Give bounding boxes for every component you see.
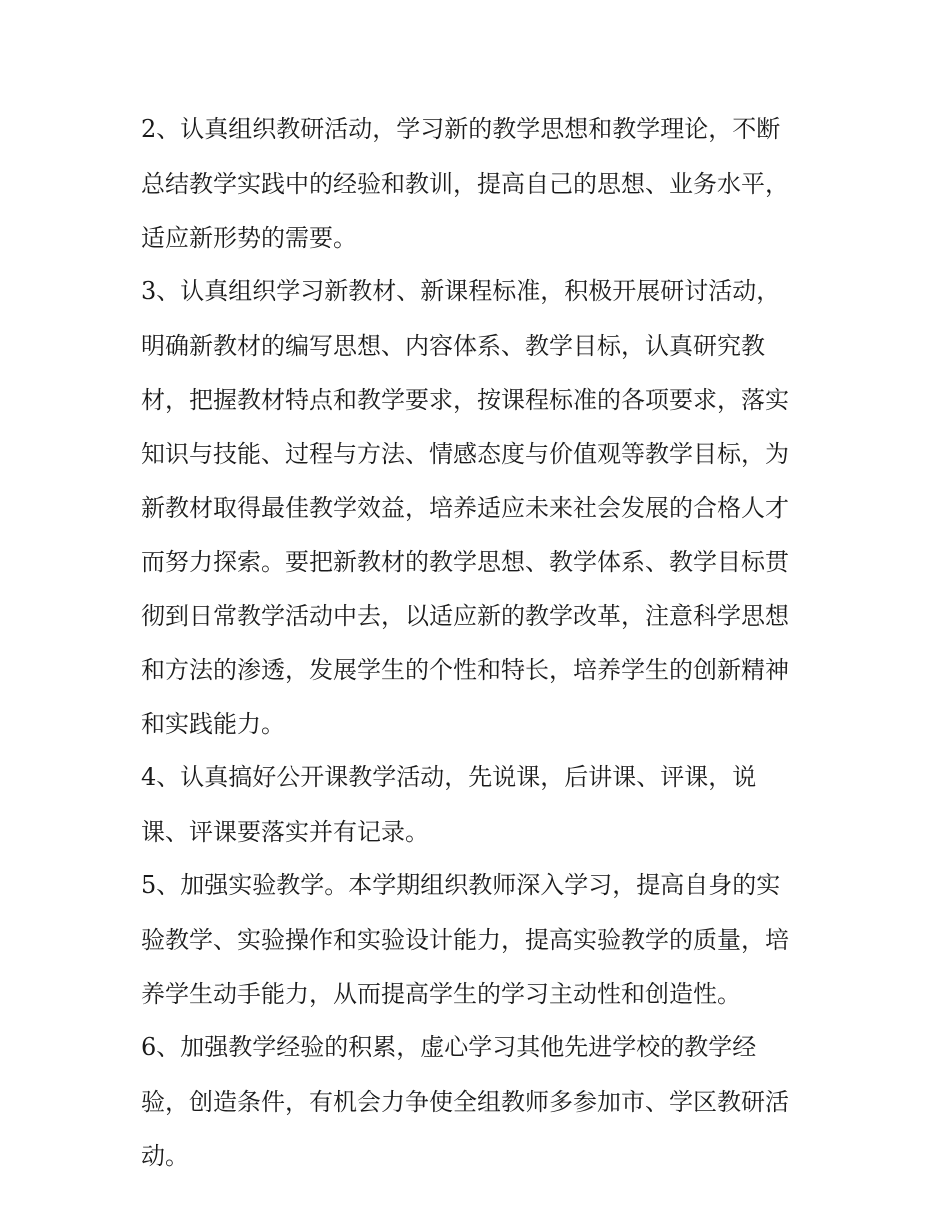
paragraph-3-line-4: 知识与技能、过程与方法、情感态度与价值观等教学目标，为 [141, 440, 789, 468]
paragraph-2-line-1: 2、认真组织教研活动，学习新的教学思想和教学理论，不断 [141, 115, 781, 143]
paragraph-3-line-6: 而努力探索。要把新教材的教学思想、教学体系、教学目标贯 [141, 548, 789, 576]
paragraph-2-line-2: 总结教学实践中的经验和教训，提高自己的思想、业务水平， [141, 170, 789, 198]
paragraph-5-line-3: 养学生动手能力，从而提高学生的学习主动性和创造性。 [141, 980, 741, 1008]
paragraph-4-line-2: 课、评课要落实并有记录。 [141, 818, 429, 846]
paragraph-3-line-7: 彻到日常教学活动中去，以适应新的教学改革，注意科学思想 [141, 602, 789, 630]
paragraph-3-line-5: 新教材取得最佳教学效益，培养适应未来社会发展的合格人才 [141, 494, 789, 522]
paragraph-3-line-9: 和实践能力。 [141, 710, 285, 738]
paragraph-4-line-1: 4、认真搞好公开课教学活动，先说课，后讲课、评课，说 [141, 763, 757, 791]
paragraph-3-line-2: 明确新教材的编写思想、内容体系、教学目标，认真研究教 [141, 332, 765, 360]
paragraph-6-line-1: 6、加强教学经验的积累，虚心学习其他先进学校的教学经 [141, 1033, 757, 1061]
paragraph-3-line-3: 材，把握教材特点和教学要求，按课程标准的各项要求，落实 [141, 386, 789, 414]
paragraph-5-line-1: 5、加强实验教学。本学期组织教师深入学习，提高自身的实 [141, 871, 781, 899]
paragraph-6-line-2: 验，创造条件，有机会力争使全组教师多参加市、学区教研活 [141, 1088, 789, 1116]
paragraph-2-line-3: 适应新形势的需要。 [141, 224, 357, 252]
paragraph-3-line-1: 3、认真组织学习新教材、新课程标准，积极开展研讨活动， [141, 277, 781, 305]
paragraph-3-line-8: 和方法的渗透，发展学生的个性和特长，培养学生的创新精神 [141, 656, 789, 684]
paragraph-5-line-2: 验教学、实验操作和实验设计能力，提高实验教学的质量，培 [141, 926, 789, 954]
paragraph-6-line-3: 动。 [141, 1142, 189, 1170]
